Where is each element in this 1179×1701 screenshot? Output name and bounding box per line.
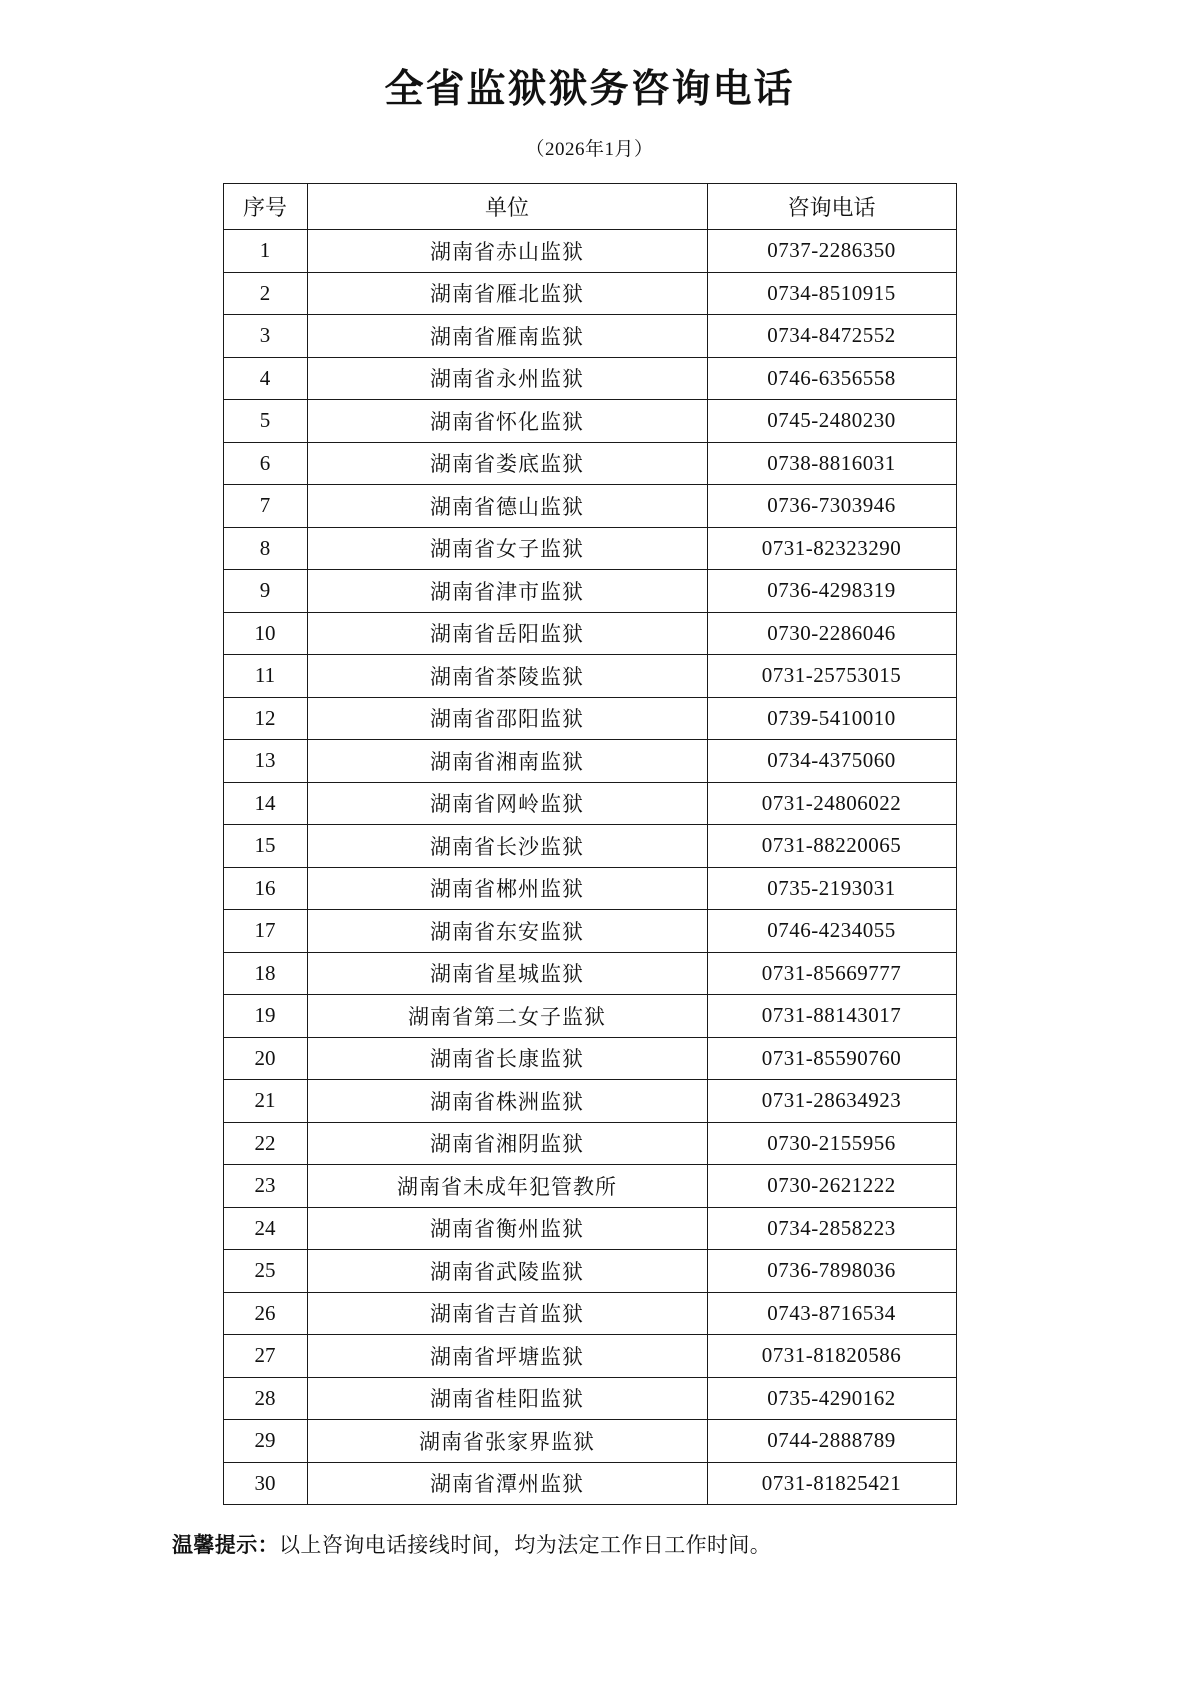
cell-phone: 0745-2480230 [707,400,956,443]
table-row [223,655,956,698]
cell-index: 27 [223,1335,307,1378]
cell-index: 2 [223,272,307,315]
table-row [223,1250,956,1293]
cell-unit: 湖南省吉首监狱 [307,1292,707,1335]
cell-phone: 0731-88220065 [707,825,956,868]
cell-phone: 0731-85669777 [707,952,956,995]
cell-index: 30 [223,1462,307,1505]
table-row [223,782,956,825]
cell-phone: 0730-2155956 [707,1122,956,1165]
cell-unit: 湖南省桂阳监狱 [307,1377,707,1420]
table-row [223,1377,956,1420]
table-row [223,612,956,655]
cell-phone: 0731-88143017 [707,995,956,1038]
cell-phone: 0737-2286350 [707,230,956,273]
page-title: 全省监狱狱务咨询电话 [384,68,795,111]
cell-index: 23 [223,1165,307,1208]
cell-index: 21 [223,1080,307,1123]
cell-phone: 0736-7898036 [707,1250,956,1293]
cell-phone: 0731-28634923 [707,1080,956,1123]
cell-index: 14 [223,782,307,825]
cell-unit: 湖南省东安监狱 [307,910,707,953]
table-row [223,357,956,400]
cell-phone: 0738-8816031 [707,442,956,485]
cell-unit: 湖南省女子监狱 [307,527,707,570]
cell-phone: 0731-82323290 [707,527,956,570]
cell-unit: 湖南省网岭监狱 [307,782,707,825]
cell-unit: 湖南省衡州监狱 [307,1207,707,1250]
table-row [223,485,956,528]
cell-unit: 湖南省株洲监狱 [307,1080,707,1123]
table-row [223,1335,956,1378]
cell-unit: 湖南省武陵监狱 [307,1250,707,1293]
cell-phone: 0731-25753015 [707,655,956,698]
cell-index: 25 [223,1250,307,1293]
cell-phone: 0734-8510915 [707,272,956,315]
cell-phone: 0734-2858223 [707,1207,956,1250]
table-row [223,1462,956,1505]
cell-unit: 湖南省德山监狱 [307,485,707,528]
cell-index: 18 [223,952,307,995]
cell-unit: 湖南省怀化监狱 [307,400,707,443]
table-row [223,825,956,868]
cell-index: 8 [223,527,307,570]
cell-index: 29 [223,1420,307,1463]
table-row [223,1165,956,1208]
cell-index: 20 [223,1037,307,1080]
cell-phone: 0731-81825421 [707,1462,956,1505]
cell-index: 1 [223,230,307,273]
cell-unit: 湖南省长康监狱 [307,1037,707,1080]
cell-index: 24 [223,1207,307,1250]
cell-index: 19 [223,995,307,1038]
cell-phone: 0735-4290162 [707,1377,956,1420]
cell-phone: 0734-8472552 [707,315,956,358]
cell-phone: 0746-6356558 [707,357,956,400]
cell-unit: 湖南省未成年犯管教所 [307,1165,707,1208]
table-row [223,740,956,783]
table-body [223,230,956,1505]
cell-unit: 湖南省长沙监狱 [307,825,707,868]
cell-index: 9 [223,570,307,613]
cell-phone: 0731-81820586 [707,1335,956,1378]
table-row [223,1207,956,1250]
cell-unit: 湖南省坪塘监狱 [307,1335,707,1378]
cell-unit: 湖南省赤山监狱 [307,230,707,273]
table-row [223,867,956,910]
cell-index: 3 [223,315,307,358]
cell-phone: 0744-2888789 [707,1420,956,1463]
cell-unit: 湖南省星城监狱 [307,952,707,995]
cell-phone: 0735-2193031 [707,867,956,910]
table-row [223,1037,956,1080]
table-row [223,315,956,358]
cell-phone: 0736-7303946 [707,485,956,528]
table-row [223,952,956,995]
table-row [223,400,956,443]
table-row [223,697,956,740]
note [0,1529,1179,1559]
page-subtitle: （2026年1月） [525,139,654,160]
table-row [223,995,956,1038]
cell-unit: 湖南省郴州监狱 [307,867,707,910]
cell-unit: 湖南省第二女子监狱 [307,995,707,1038]
cell-index: 12 [223,697,307,740]
column-header-phone: 咨询电话 [707,184,956,230]
cell-phone: 0730-2286046 [707,612,956,655]
cell-phone: 0730-2621222 [707,1165,956,1208]
cell-index: 13 [223,740,307,783]
cell-phone: 0736-4298319 [707,570,956,613]
cell-unit: 湖南省茶陵监狱 [307,655,707,698]
cell-phone: 0743-8716534 [707,1292,956,1335]
cell-phone: 0734-4375060 [707,740,956,783]
cell-index: 16 [223,867,307,910]
column-header-index: 序号 [223,184,307,230]
cell-index: 7 [223,485,307,528]
cell-index: 11 [223,655,307,698]
cell-phone: 0731-24806022 [707,782,956,825]
cell-index: 22 [223,1122,307,1165]
cell-index: 17 [223,910,307,953]
cell-index: 28 [223,1377,307,1420]
cell-index: 6 [223,442,307,485]
cell-unit: 湖南省邵阳监狱 [307,697,707,740]
table-row [223,1420,956,1463]
cell-unit: 湖南省永州监狱 [307,357,707,400]
cell-index: 26 [223,1292,307,1335]
cell-unit: 湖南省湘南监狱 [307,740,707,783]
table-row [223,527,956,570]
cell-unit: 湖南省娄底监狱 [307,442,707,485]
cell-unit: 湖南省潭州监狱 [307,1462,707,1505]
note-label: 温馨提示： [172,1533,279,1557]
cell-phone: 0746-4234055 [707,910,956,953]
cell-phone: 0731-85590760 [707,1037,956,1080]
cell-index: 15 [223,825,307,868]
cell-index: 10 [223,612,307,655]
table-row [223,1080,956,1123]
table-row [223,910,956,953]
note-text: 以上咨询电话接线时间，均为法定工作日工作时间。 [279,1533,772,1557]
table-row [223,570,956,613]
table-row [223,1122,956,1165]
prison-phone-table [223,183,957,1505]
cell-phone: 0739-5410010 [707,697,956,740]
cell-unit: 湖南省张家界监狱 [307,1420,707,1463]
cell-unit: 湖南省雁北监狱 [307,272,707,315]
cell-unit: 湖南省湘阴监狱 [307,1122,707,1165]
cell-unit: 湖南省雁南监狱 [307,315,707,358]
table-row [223,442,956,485]
table-row [223,1292,956,1335]
table-header-row [223,184,956,230]
cell-index: 4 [223,357,307,400]
table-row [223,272,956,315]
cell-index: 5 [223,400,307,443]
table-row [223,230,956,273]
column-header-unit: 单位 [307,184,707,230]
cell-unit: 湖南省津市监狱 [307,570,707,613]
cell-unit: 湖南省岳阳监狱 [307,612,707,655]
